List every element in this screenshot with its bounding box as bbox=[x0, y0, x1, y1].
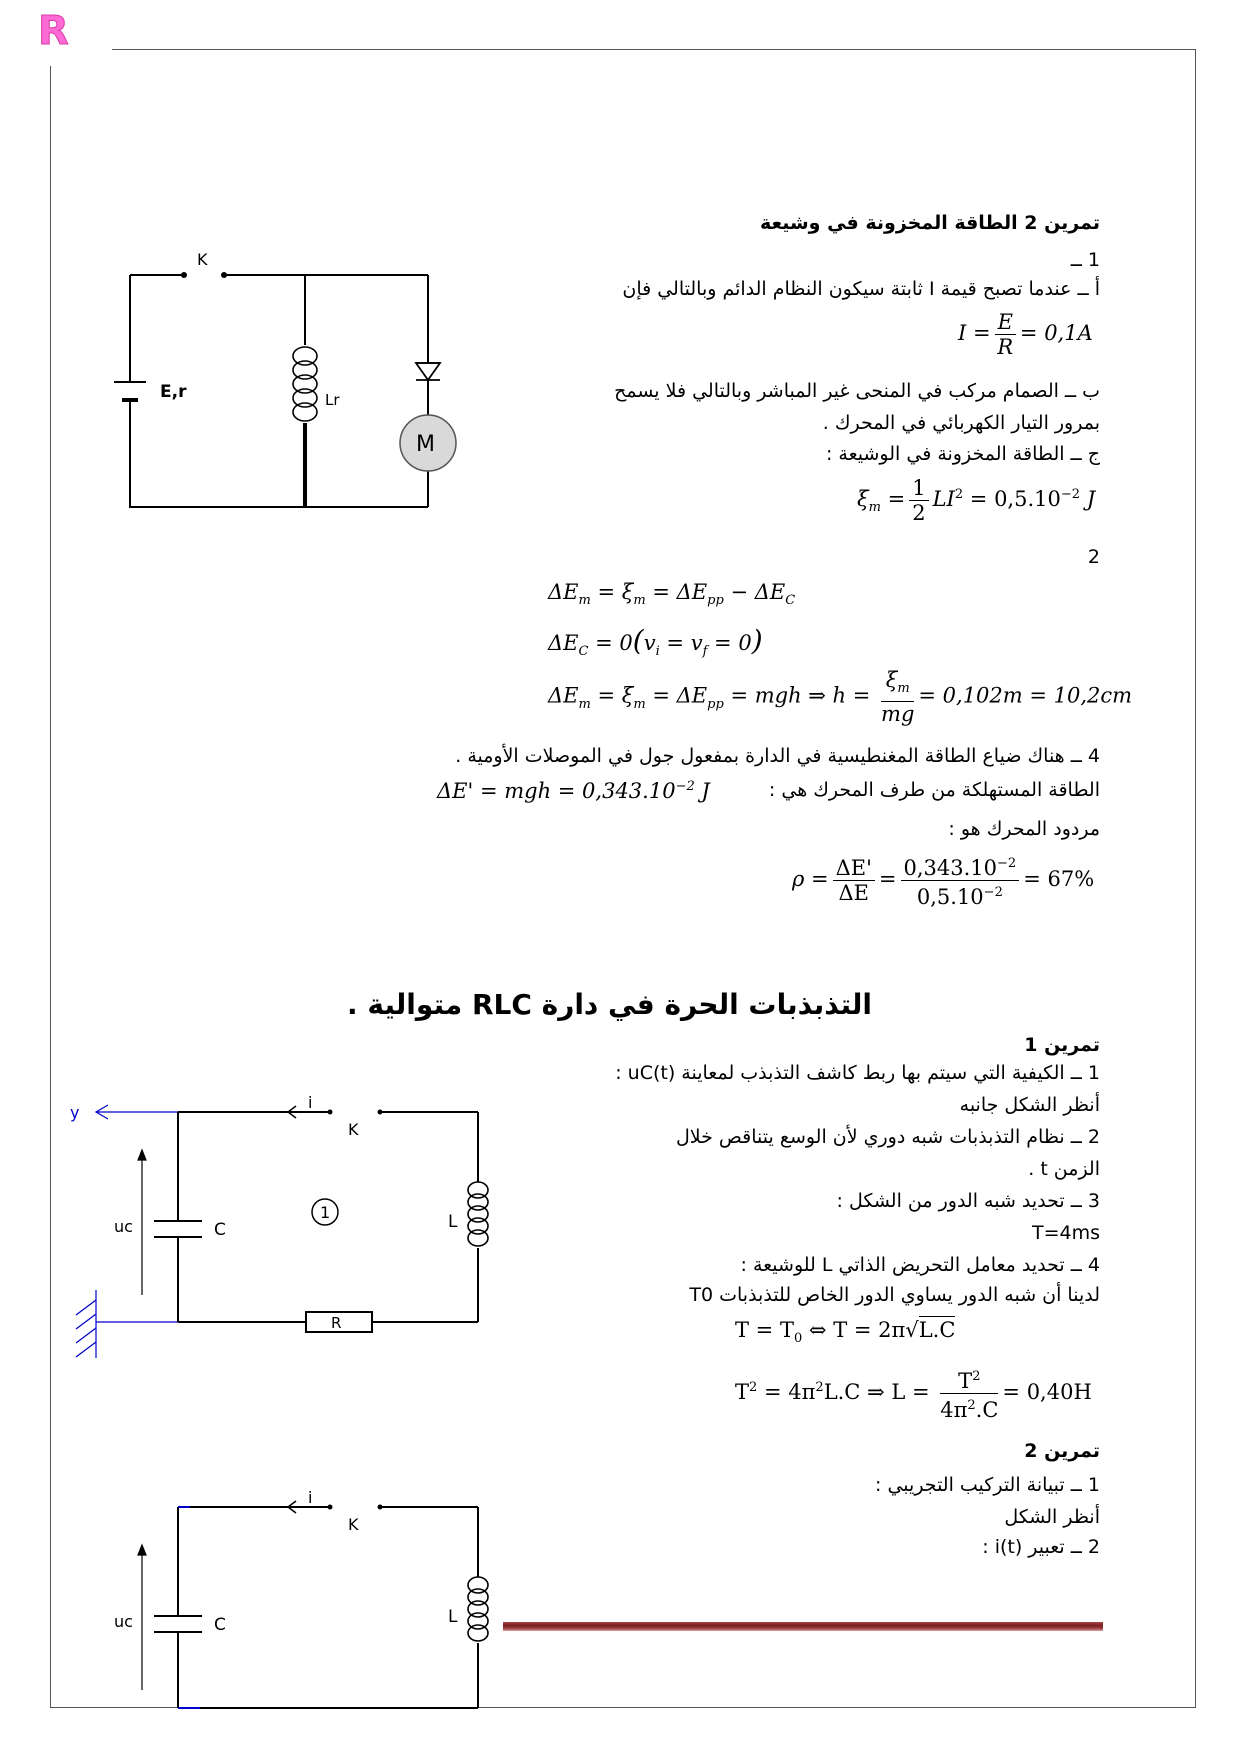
decorative-bar bbox=[503, 1622, 1103, 1631]
voltage-label: uc bbox=[114, 1217, 133, 1236]
equation-motor-energy: ΔE' = mgh = $0,343.10^{-2}$ J bbox=[437, 779, 710, 803]
coil-label: Lr bbox=[325, 391, 340, 409]
equation-2a: $\Delta E_m = \xi_m = \Delta E_{pp} - \Delta E_C$ bbox=[548, 580, 796, 609]
exercise-2-heading: تمرين 2 الطاقة المخزونة في وشيعة bbox=[759, 212, 1100, 234]
coil-label: L bbox=[448, 1212, 458, 1232]
svg-text:1: 1 bbox=[320, 1203, 331, 1222]
circuit-diagram-rlc-1 bbox=[70, 1093, 490, 1390]
equation-2c: $\Delta E_m = \xi_m = \Delta E_{pp}$ = mgh ⇒ h = $\frac{\xi_m}{mg}$ = 0,102m = 10,2cm bbox=[548, 668, 1133, 727]
ex1-question-4b: لدينا أن شبه الدور يساوي الدور الخاص للتذبذبات T0 bbox=[689, 1284, 1100, 1306]
ex1-question-2a: 2 ــ نظام التذبذبات شبه دوري لأن الوسع يتناقص خلال bbox=[675, 1126, 1100, 1148]
capacitor-label: C bbox=[214, 1220, 226, 1240]
exercise-2b-heading: تمرين 2 bbox=[1024, 1440, 1100, 1462]
coil-label: L bbox=[448, 1607, 458, 1627]
equation-period: $T = T_0$ ⇔ T = 2π√L.C bbox=[735, 1318, 956, 1347]
circuit-diagram-coil-motor bbox=[120, 245, 440, 515]
equation-2b: $\Delta E_C = 0(v_i = v_f = 0)$ bbox=[548, 624, 763, 660]
diode-symbol bbox=[416, 363, 440, 380]
switch-k bbox=[328, 1110, 383, 1140]
voltage-arrow bbox=[138, 1150, 146, 1295]
capacitor-label: C bbox=[214, 1615, 226, 1635]
current-label: i bbox=[308, 1488, 313, 1507]
question-1b-line2: بمرور التيار الكهربائي في المحرك . bbox=[822, 412, 1100, 434]
top-border bbox=[112, 49, 1196, 50]
switch-k bbox=[328, 1505, 383, 1535]
left-border bbox=[50, 66, 51, 1708]
question-4-line1: 4 ــ هناك ضياع الطاقة المغنطيسية في الدارة بمفعول جول في الموصلات الأومية . bbox=[455, 745, 1100, 767]
equation-inductance: $T^2 = 4\pi^2L.C$ ⇒ L = $\frac{T^2}{4\pi^2.C}$ = 0,40H bbox=[735, 1365, 1092, 1422]
current-label: i bbox=[308, 1093, 313, 1112]
ex2b-question-1: 1 ــ تبيانة التركيب التجريبي : bbox=[875, 1474, 1100, 1496]
right-border bbox=[1195, 49, 1196, 1707]
ex1-question-2b: الزمن t . bbox=[1028, 1158, 1100, 1180]
probe-y-label: y bbox=[70, 1103, 80, 1122]
question-2-number: 2 bbox=[1087, 546, 1100, 568]
voltage-arrow bbox=[138, 1545, 146, 1690]
svg-text:K: K bbox=[197, 250, 208, 269]
svg-text:K: K bbox=[348, 1120, 359, 1139]
loop-marker bbox=[312, 1199, 338, 1225]
resistor-symbol bbox=[306, 1312, 372, 1332]
equation-stored-energy: $\xi_m$ = $\frac{1}{2}$ $LI^2 = 0,5.10^{-2}$ J bbox=[857, 476, 1096, 525]
question-4-line3: مردود المحرك هو : bbox=[948, 818, 1100, 840]
exercise-1-heading: تمرين 1 bbox=[1024, 1034, 1100, 1056]
equation-efficiency: ρ = $\frac{\Delta E'}{\Delta E}$ = $\frac{0,343.10^{-2}}{0,5.10^{-2}}$ = 67% bbox=[792, 852, 1094, 909]
ex1-question-3: 3 ــ تحديد شبه الدور من الشكل : bbox=[836, 1190, 1100, 1212]
capacitor-symbol bbox=[154, 1616, 202, 1632]
ex1-question-1b: أنظر الشكل جانبه bbox=[959, 1094, 1100, 1116]
question-4-line2: الطاقة المستهلكة من طرف المحرك هي : bbox=[768, 779, 1100, 801]
battery-symbol bbox=[114, 382, 146, 400]
capacitor-symbol bbox=[154, 1221, 202, 1237]
logo: R bbox=[38, 8, 69, 54]
ex1-question-4: 4 ــ تحديد معامل التحريض الذاتي L للوشيعة : bbox=[740, 1254, 1100, 1276]
ex2b-question-2: 2 ــ تعبير i(t) : bbox=[982, 1536, 1100, 1558]
coil-symbol bbox=[468, 1577, 488, 1641]
ex1-period-value: T=4ms bbox=[1031, 1222, 1100, 1244]
question-1b-line1: ب ــ الصمام مركب في المنحى غير المباشر وبالتالي فلا يسمح bbox=[614, 380, 1100, 402]
battery-label: E,r bbox=[160, 382, 187, 402]
section-title: التذبذبات الحرة في دارة RLC متوالية . bbox=[346, 988, 872, 1021]
coil-symbol bbox=[468, 1182, 488, 1246]
switch-k bbox=[181, 250, 227, 278]
motor-symbol bbox=[400, 415, 456, 471]
svg-text:R: R bbox=[331, 1314, 342, 1332]
svg-text:K: K bbox=[348, 1515, 359, 1534]
svg-text:M: M bbox=[416, 432, 435, 457]
question-1a-text: أ ــ عندما تصبح قيمة I ثابتة سيكون النظام الدائم وبالتالي فإن bbox=[622, 278, 1100, 300]
question-1-number: 1 ــ bbox=[1070, 249, 1100, 271]
ex1-question-1: 1 ــ الكيفية التي سيتم بها ربط كاشف التذبذب لمعاينة uC(t) : bbox=[615, 1062, 1100, 1084]
ex2b-question-1b: أنظر الشكل bbox=[1004, 1506, 1100, 1528]
voltage-label: uc bbox=[114, 1612, 133, 1631]
coil-symbol bbox=[293, 347, 317, 421]
circuit-diagram-rlc-2 bbox=[70, 1488, 490, 1730]
equation-current: I = $\frac{E}{R}$ = 0,1A bbox=[958, 310, 1093, 359]
question-1c-text: ج ــ الطاقة المخزونة في الوشيعة : bbox=[825, 443, 1100, 465]
